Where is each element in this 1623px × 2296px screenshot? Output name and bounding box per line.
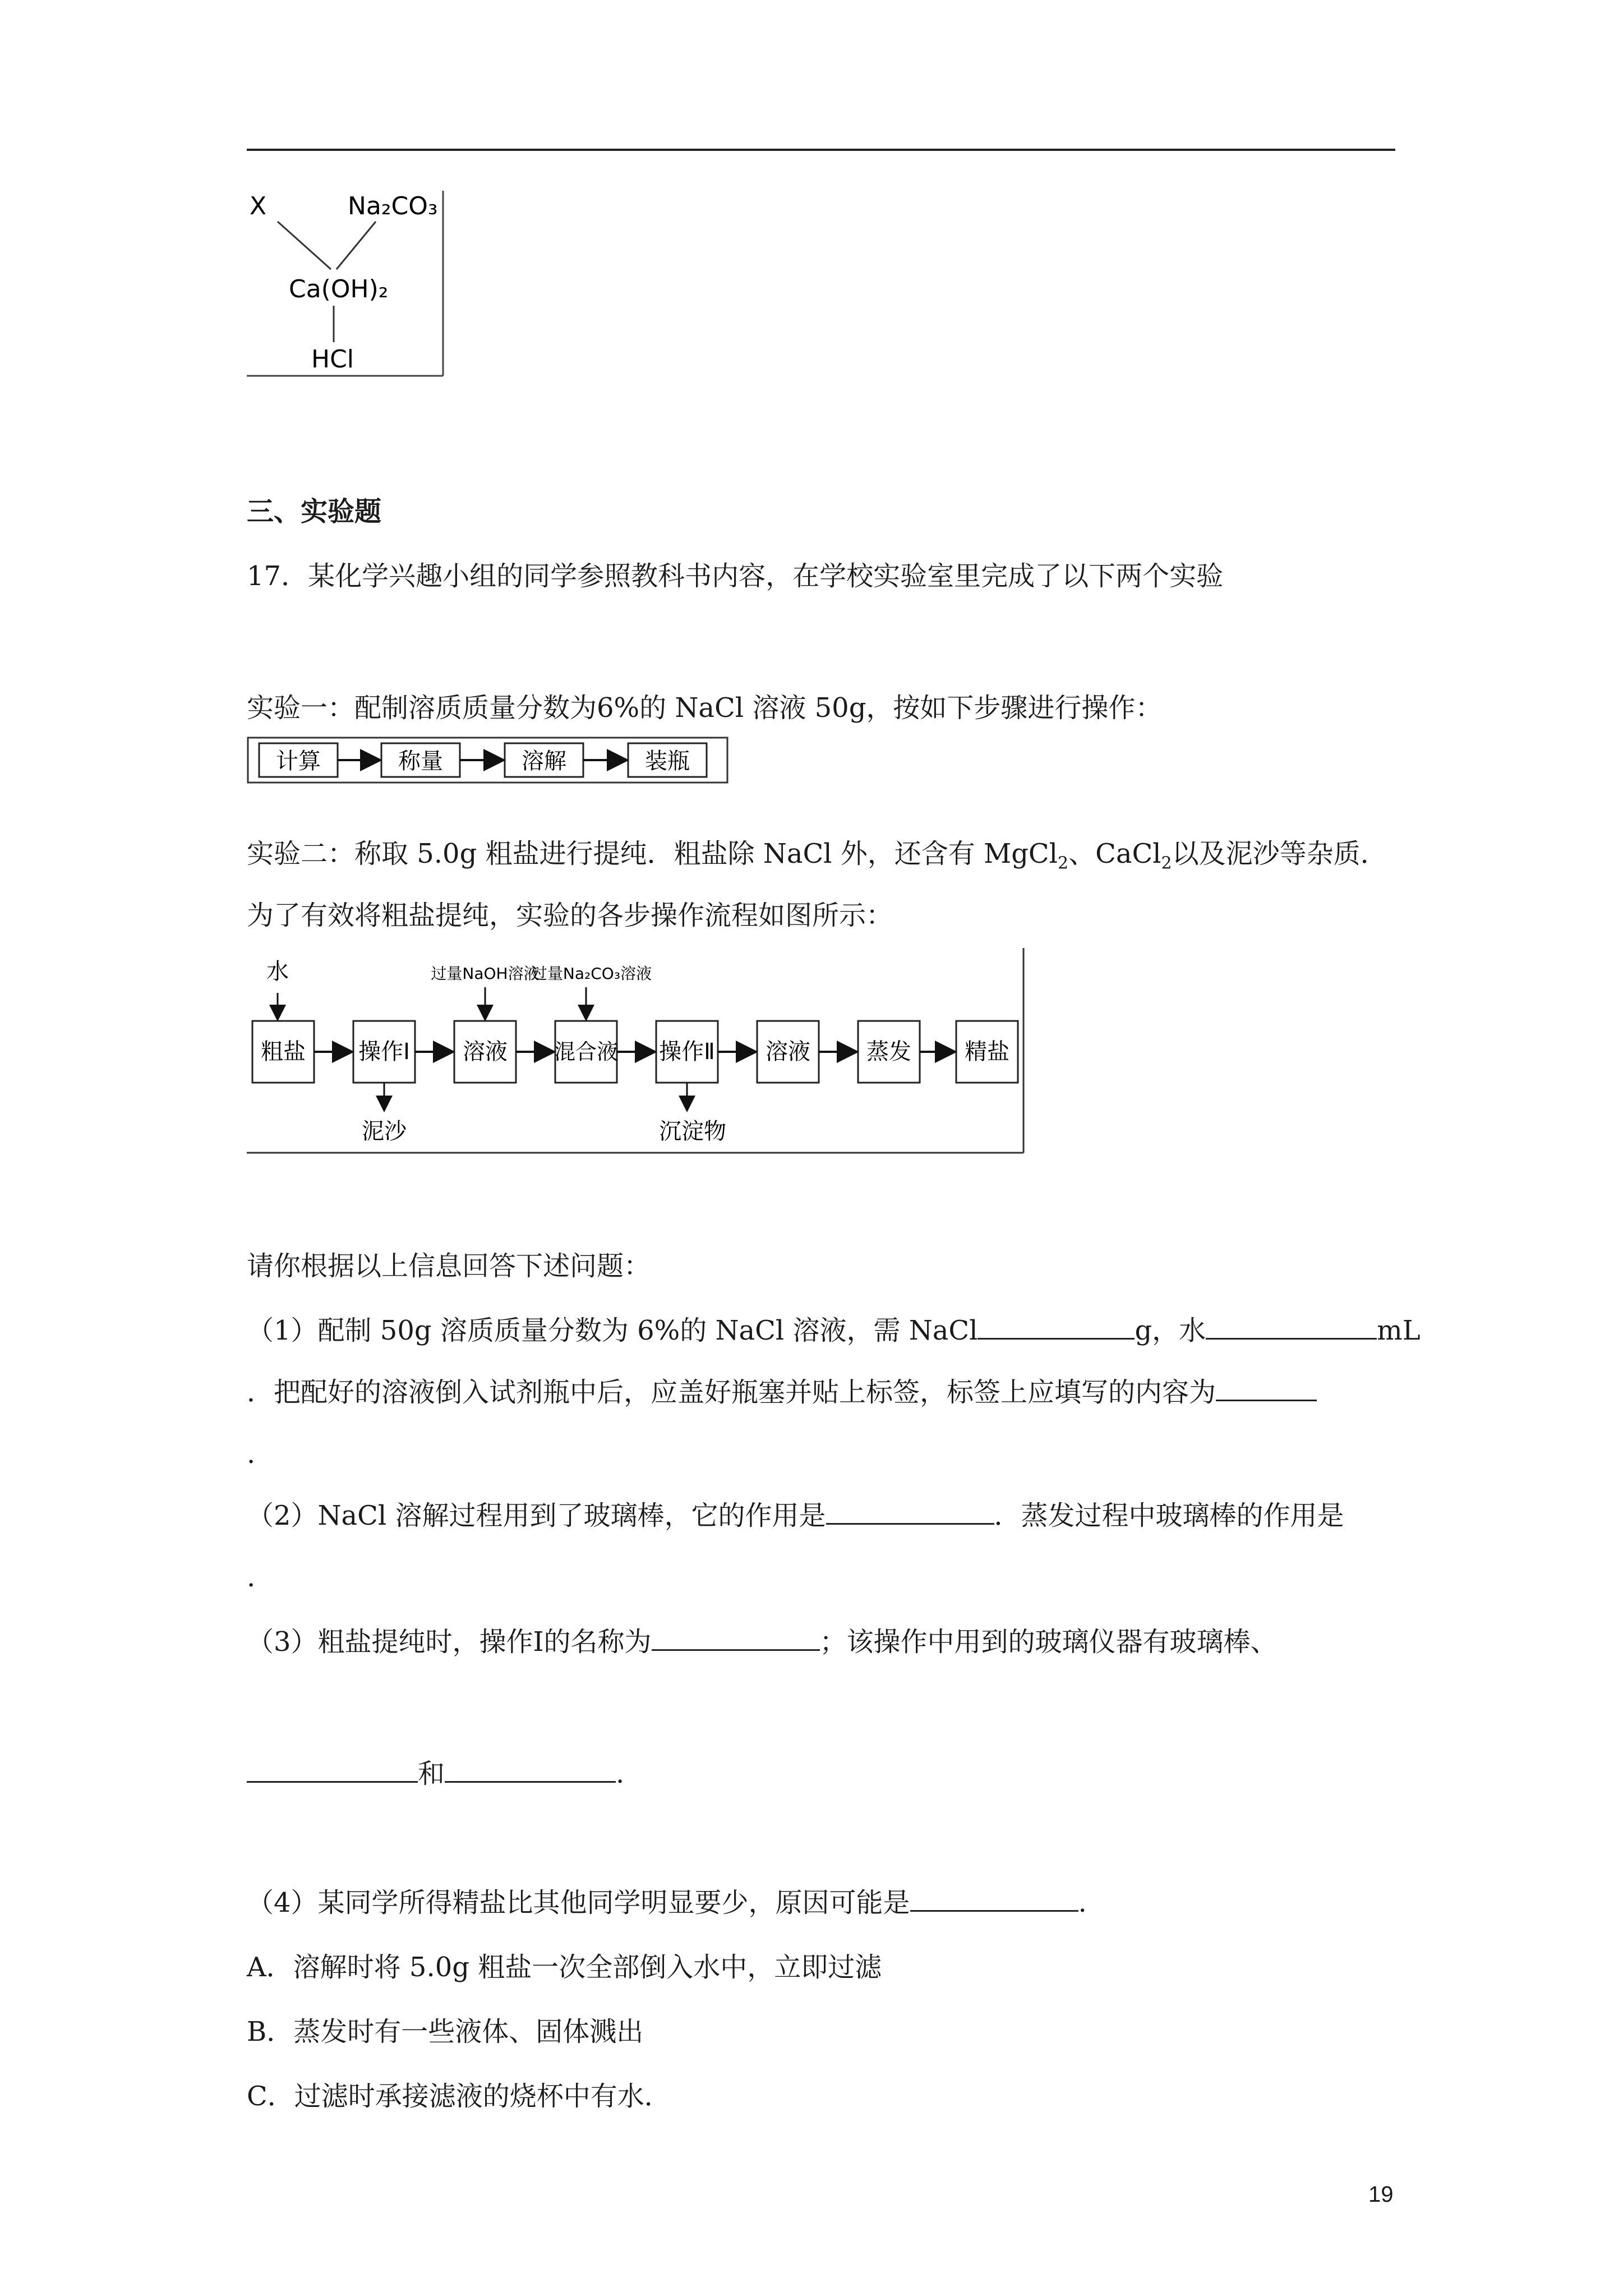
flow-diagram-1	[247, 735, 729, 785]
q3-operation-blank[interactable]	[652, 1625, 820, 1651]
flow-diagram-2	[247, 948, 1026, 1156]
flow2-label-mixture: 混合液	[554, 1039, 619, 1064]
flow2-label-op1: 操作Ⅰ	[358, 1039, 410, 1065]
q1-text-c: mL	[1377, 1315, 1421, 1346]
flow2-water-label: 水	[266, 959, 289, 984]
q3-and-text: 和	[418, 1758, 445, 1789]
q2-line-2: .	[247, 1562, 256, 1593]
q1-line-2	[247, 1374, 1317, 1410]
q1-label-blank[interactable]	[1216, 1375, 1317, 1401]
mgcl2-subscript: 2	[1058, 853, 1069, 873]
experiment-2-text-a: 实验二：称取 5.0g 粗盐进行提纯．粗盐除 NaCl 外，还含有 MgCl	[247, 838, 1058, 869]
experiment-2-text-b: 、CaCl	[1068, 838, 1161, 869]
q1-line-3: .	[247, 1438, 256, 1470]
flow2-naoh-label: 过量NaOH溶液	[431, 964, 540, 983]
q3-end-text: .	[616, 1758, 625, 1789]
flow2-precipitate-label: 沉淀物	[659, 1119, 726, 1144]
q4-option-c: C．过滤时承接滤液的烧杯中有水．	[247, 2081, 671, 2112]
q1-text-b: g，水	[1135, 1315, 1206, 1346]
q4-option-b: B．蒸发时有一些液体、固体溅出	[247, 2016, 644, 2047]
q3-text-a: （3）粗盐提纯时，操作Ⅰ的名称为	[247, 1626, 652, 1658]
experiment-2-line-2: 为了有效将粗盐提纯，实验的各步操作流程如图所示：	[247, 900, 893, 931]
q4-end-text: .	[1078, 1887, 1087, 1918]
q1-line-1	[247, 1313, 1421, 1349]
q4-option-a: A．溶解时将 5.0g 粗盐一次全部倒入水中，立即过滤	[247, 1952, 882, 1983]
q3-line-1	[247, 1624, 1278, 1660]
q3-instrument-blank-1[interactable]	[247, 1756, 418, 1783]
flow2-sediment-label: 泥沙	[362, 1119, 407, 1144]
flow2-label-solution2: 溶液	[766, 1039, 810, 1065]
cacl2-subscript: 2	[1161, 853, 1172, 873]
page-number: 19	[1368, 2182, 1394, 2207]
experiment-2-line-1	[247, 836, 1387, 872]
q3-instrument-blank-2[interactable]	[445, 1756, 616, 1783]
flow1-label-bottle: 装瓶	[645, 748, 690, 774]
q3-line-2	[247, 1756, 624, 1792]
q4-reason-blank[interactable]	[910, 1885, 1078, 1912]
answer-prompt: 请你根据以上信息回答下述问题：	[247, 1250, 651, 1282]
flow1-label-dissolve: 溶解	[522, 748, 566, 774]
flow2-label-refined-salt: 精盐	[965, 1039, 1009, 1065]
q2-dissolve-blank[interactable]	[826, 1498, 994, 1525]
q1-text-a: （1）配制 50g 溶质质量分数为 6%的 NaCl 溶液，需 NaCl	[247, 1315, 978, 1346]
flow2-label-evaporate: 蒸发	[866, 1039, 911, 1065]
q3-text-b: ；该操作中用到的玻璃仪器有玻璃棒、	[819, 1626, 1278, 1658]
q1-line-2-text: ．把配好的溶液倒入试剂瓶中后，应盖好瓶塞并贴上标签，标签上应填写的内容为	[247, 1377, 1216, 1408]
q4-text-a: （4）某同学所得精盐比其他同学明显要少，原因可能是	[247, 1887, 910, 1918]
q2-line-1	[247, 1498, 1344, 1534]
flow1-label-weigh: 称量	[398, 748, 443, 774]
flow2-label-op2: 操作Ⅱ	[659, 1039, 715, 1065]
q2-text-b: ．蒸发过程中玻璃棒的作用是	[994, 1500, 1344, 1531]
flow2-label-crude-salt: 粗盐	[261, 1039, 306, 1065]
q4-line-1	[247, 1885, 1087, 1921]
question-intro: 17．某化学兴趣小组的同学参照教科书内容，在学校实验室里完成了以下两个实验	[247, 560, 1224, 592]
diagram-label-x: X	[250, 192, 267, 220]
diagram-label-caoh2: Ca(OH)₂	[289, 275, 389, 303]
q2-text-a: （2）NaCl 溶解过程用到了玻璃棒，它的作用是	[247, 1500, 826, 1531]
section-title: 三、实验题	[247, 496, 382, 527]
q1-nacl-blank[interactable]	[978, 1313, 1135, 1340]
experiment-2-text-c: 以及泥沙等杂质．	[1172, 838, 1387, 869]
flow1-label-calc: 计算	[276, 748, 321, 774]
reaction-diagram	[247, 185, 454, 381]
q1-water-blank[interactable]	[1206, 1313, 1377, 1340]
experiment-1-text: 实验一：配制溶质质量分数为6%的 NaCl 溶液 50g，按如下步骤进行操作：	[247, 692, 1163, 724]
diagram-label-hcl: HCl	[311, 345, 354, 374]
diagram-label-na2co3: Na₂CO₃	[348, 192, 438, 220]
flow2-label-solution1: 溶液	[463, 1039, 508, 1065]
header-rule	[247, 149, 1395, 151]
flow2-na2co3-label: 过量Na₂CO₃溶液	[531, 964, 652, 983]
